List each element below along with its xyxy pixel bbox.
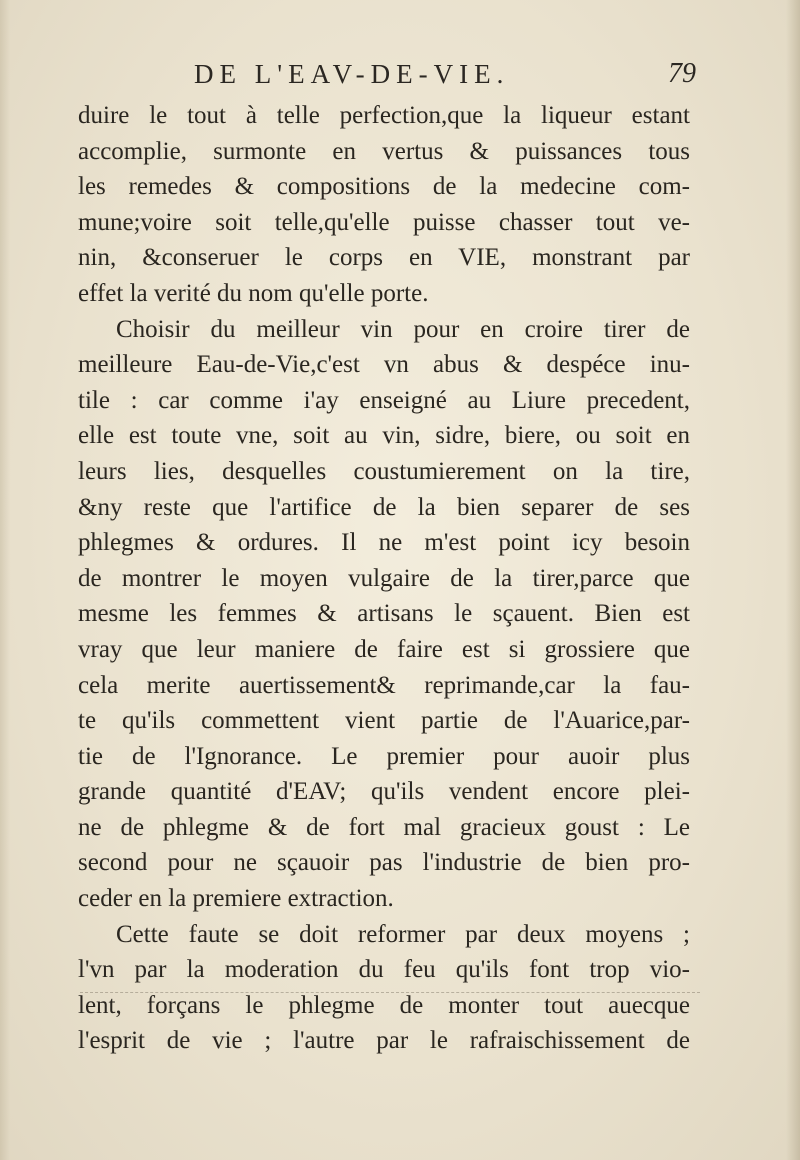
text-line: tie de l'Ignorance. Le premier pour auoir plus <box>78 742 690 770</box>
text-line: nin, &conseruer le corps en VIE, monstrant par <box>78 244 690 272</box>
text-line: ceder en la premiere extraction. <box>78 885 394 913</box>
page-number: 79 <box>668 58 696 89</box>
faded-bottom-line <box>80 992 700 993</box>
running-title: DE L'EAV-DE-VIE. <box>194 59 510 89</box>
text-line: phlegmes & ordures. Il ne m'est point icy besoin <box>78 529 690 557</box>
text-line: l'vn par la moderation du feu qu'ils font trop vio- <box>78 956 690 984</box>
text-line: Choisir du meilleur vin pour en croire tirer de <box>116 315 690 343</box>
text-line: &ny reste que l'artifice de la bien separer de ses <box>78 493 690 521</box>
page-left-edge-shadow <box>0 0 10 1160</box>
page-header <box>90 56 696 92</box>
text-line: mesme les femmes & artisans le sçauent. Bien est <box>78 600 690 628</box>
text-line: elle est toute vne, soit au vin, sidre, biere, ou soit en <box>78 422 690 450</box>
text-line: leurs lies, desquelles coustumierement on la tire, <box>78 457 690 485</box>
text-line: effet la verité du nom qu'elle porte. <box>78 279 429 307</box>
text-line: de montrer le moyen vulgaire de la tirer,parce que <box>78 564 690 592</box>
text-line: grande quantité d'EAV; qu'ils vendent encore plei- <box>78 778 690 806</box>
text-line: vray que leur maniere de faire est si grossiere que <box>78 635 690 663</box>
text-line: meilleure Eau-de-Vie,c'est vn abus & despéce inu- <box>78 351 690 379</box>
text-line: les remedes & compositions de la medecine com- <box>78 173 690 201</box>
text-line: lent, forçans le phlegme de monter tout auecque <box>78 991 690 1019</box>
body-text <box>78 98 690 1059</box>
text-line: Cette faute se doit reformer par deux moyens ; <box>116 920 690 948</box>
text-line: second pour ne sçauoir pas l'industrie de bien pro- <box>78 849 690 877</box>
text-line: tile : car comme i'ay enseigné au Liure precedent, <box>78 386 690 414</box>
text-line: l'esprit de vie ; l'autre par le rafraischissement de <box>78 1027 690 1055</box>
text-line: cela merite auertissement& reprimande,car la fau- <box>78 671 690 699</box>
text-line: duire le tout à telle perfection,que la liqueur estant <box>78 102 690 129</box>
text-line: te qu'ils commettent vient partie de l'Auarice,par- <box>78 707 690 735</box>
text-line: ne de phlegme & de fort mal gracieux goust : Le <box>78 813 690 841</box>
text-line: accomplie, surmonte en vertus & puissances tous <box>78 137 690 165</box>
page-right-edge-shadow <box>786 0 800 1160</box>
text-line: mune;voire soit telle,qu'elle puisse chasser tout ve- <box>78 208 690 236</box>
